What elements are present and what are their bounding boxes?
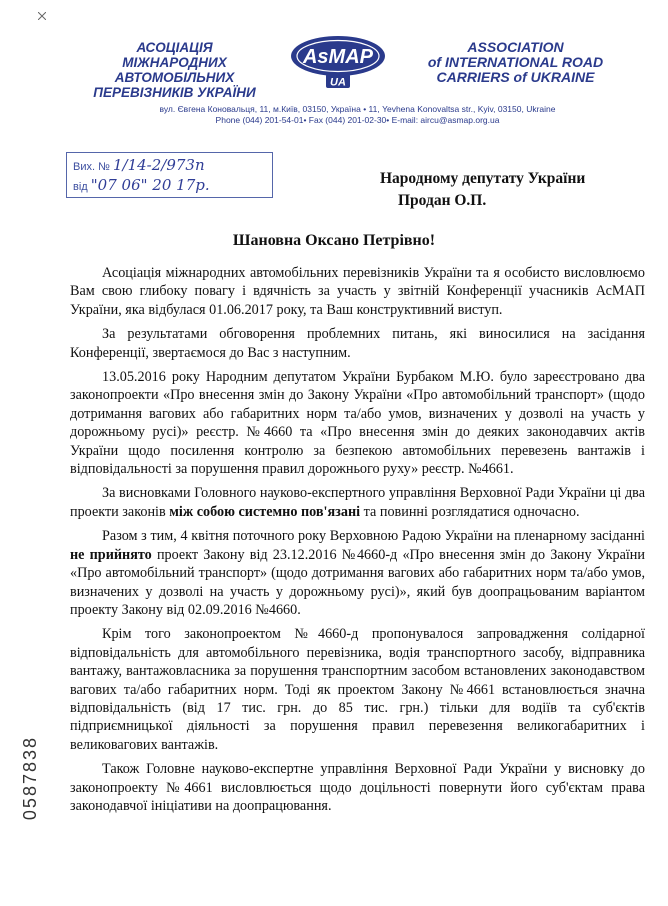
association-name-ua-line: МІЖНАРОДНИХ АВТОМОБІЛЬНИХ	[114, 55, 235, 85]
outgoing-number-stamp	[66, 152, 273, 198]
paragraph-text: проект Закону від 23.12.2016 №4660-д «Про внесення змін до Закону України «Про автомобільний транспорт» (щодо дотримання вагових або габаритних норм та/або умов, визначених у дозволі на участь у дорожньому русі)», який був доопрацьованим варіантом проекту Закону від 02.09.2016 №4660.	[70, 546, 645, 618]
paragraph-text: 13.05.2016 року Народним депутатом України Бурбаком М.Ю. було зареєстровано два законопроекти «Про внесення змін до Закону України «Про автомобільний транспорт» (щодо дотримання вагових або габаритних норм та/або умов, визначених у дозволі на участь у дорожньому русі)» реєстр. №4660 та «Про внесення змін до деяких законодавчих актів України щодо посилення контролю за безпекою автомобільних перевезень вантажів і відповідальності за порушення правил дорожнього руху» реєстр. №4661.	[70, 369, 645, 478]
stamp-date-value: "07 06" 20 17р.	[90, 176, 210, 194]
recipient-block	[380, 168, 585, 212]
association-name-en-line: CARRIERS of UKRAINE	[436, 69, 595, 85]
body-paragraph	[70, 527, 645, 619]
address-line: вул. Євгена Коновальця, 11, м.Київ, 03150, Україна • 11, Yevhena Konovaltsa str., Kyiv, 03150, Ukraine	[159, 104, 556, 114]
association-name-ua	[62, 40, 287, 100]
stamp-number-row	[73, 156, 205, 174]
stamp-number-value: 1/14-2/973п	[112, 156, 205, 174]
emphasis-text: між собою системно пов'язані	[169, 503, 361, 520]
paragraph-text: та повинні розглядатися одночасно.	[360, 503, 580, 520]
paragraph-text: За висновками Головного науково-експертного управління Верховної Ради України ці два проекти законів	[70, 485, 645, 520]
body-paragraph	[70, 484, 645, 521]
paragraph-text: За результатами обговорення проблемних питань, які виносилися на засідання Конференції, звертаємося до Вас з наступним.	[70, 326, 645, 361]
association-name-ua-line: ПЕРЕВІЗНИКІВ УКРАЇНИ	[93, 85, 256, 100]
salutation: Шановна Оксано Петрівно!	[232, 232, 436, 249]
paragraph-text: Асоціація міжнародних автомобільних перевізників України та я особисто висловлюємо Вам свою глибоку повагу і вдячність за участь у звітній Конференції учасників АсМАП України, яка відбулася 01.06.2017 року, та Ваш конструктивний виступ.	[70, 265, 645, 318]
corner-mark-icon	[38, 12, 46, 20]
paragraph-text: Також Головне науково-експертне управління Верховної Ради України у висновку до законопроекту №4661 висловлюється щодо доцільності повернути його суб'єктам права законодавчої ініціативи на доопрацювання.	[70, 761, 645, 814]
paragraph-text: Разом з тим, 4 квітня поточного року Верховною Радою України на пленарному засіданні	[102, 528, 645, 545]
logo-sub-text: UA	[330, 76, 346, 89]
asmap-logo	[288, 34, 388, 90]
association-name-ua-line: АСОЦІАЦІЯ	[136, 40, 213, 55]
body-paragraph	[70, 760, 645, 815]
body-paragraph	[70, 325, 645, 362]
paragraph-text: Крім того законопроектом №4660-д пропонувалося запровадження солідарної відповідальність для автомобільного перевізника, водія транспортного засобу, відправника вантажу, вантажовласника за порушення транспортним засобом встановлених законодавством вагових та/або габаритних норм. Тоді як проектом Закону №4661 встановлюється значна відповідальність (від 17 тис. грн. до 85 тис. грн.) тільки для водіїв та суб'єктів підприємницької діяльності за порушення правил перевезення великогабаритних і великовагових вантажів.	[70, 626, 645, 753]
serial-number: 0587838	[20, 736, 40, 821]
body-paragraph	[70, 264, 645, 319]
stamp-date-label: від	[73, 181, 88, 193]
association-name-en	[398, 40, 633, 85]
emphasis-text: не прийнято	[70, 546, 152, 563]
logo-main-text: AsMAP	[302, 46, 374, 68]
recipient-name: Продан О.П.	[398, 192, 487, 209]
recipient-title: Народному депутату України	[380, 170, 586, 187]
body-paragraph	[70, 625, 645, 754]
stamp-number-label: Вих. №	[73, 161, 110, 173]
letter-body	[70, 264, 645, 821]
contacts-line: Phone (044) 201-54-01• Fax (044) 201-02-30• E-mail: aircu@asmap.org.ua	[215, 115, 500, 125]
body-paragraph	[70, 368, 645, 478]
association-name-en-line: ASSOCIATION	[467, 39, 564, 55]
address-block	[110, 104, 605, 126]
stamp-date-row	[73, 176, 210, 194]
association-name-en-line: of INTERNATIONAL ROAD	[427, 54, 604, 70]
